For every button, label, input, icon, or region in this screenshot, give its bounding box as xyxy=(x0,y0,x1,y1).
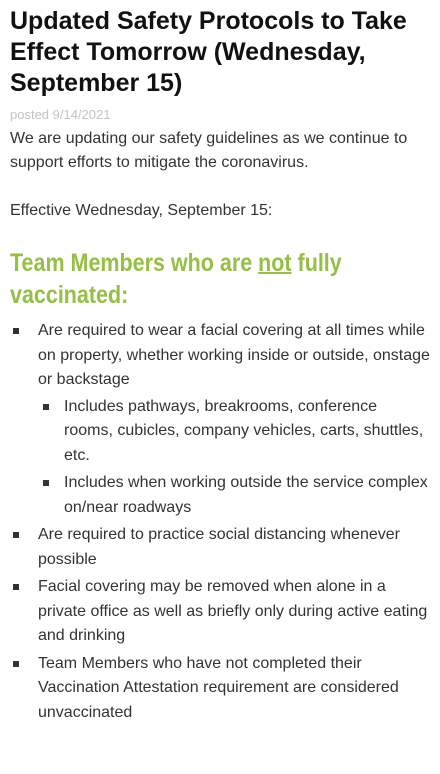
list-item-text: Facial covering may be removed when alone in a private office as well as briefly only during active eating and drinking xyxy=(38,578,428,644)
section-heading xyxy=(10,247,440,311)
sub-list xyxy=(38,395,430,521)
intro-paragraph: We are updating our safety guidelines as we continue to support efforts to mitigate the coronavirus. xyxy=(10,130,408,171)
square-bullet-icon xyxy=(43,480,49,486)
article-title: Updated Safety Protocols to Take Effect Tomorrow (Wednesday, September 15) xyxy=(10,7,407,97)
section-heading-underlined: not xyxy=(258,249,292,277)
square-bullet-icon xyxy=(13,532,19,538)
square-bullet-icon xyxy=(13,584,19,590)
list-item xyxy=(10,575,430,649)
list-item-text: Are required to practice social distancing whenever possible xyxy=(38,526,400,568)
square-bullet-icon xyxy=(13,328,19,334)
sub-list-item-text: Includes pathways, breakrooms, conference rooms, cubicles, company vehicles, carts, shuttles, etc. xyxy=(64,397,424,464)
sub-list-item xyxy=(38,395,430,469)
list-item xyxy=(10,523,430,572)
effective-date-line: Effective Wednesday, September 15: xyxy=(10,202,273,219)
sub-list-item-text: Includes when working outside the service complex on/near roadways xyxy=(64,474,428,516)
square-bullet-icon xyxy=(43,404,49,410)
sub-list-item xyxy=(38,471,430,520)
section-heading-start: Team Members who are xyxy=(10,249,259,277)
posted-date: posted 9/14/2021 xyxy=(10,107,111,122)
section-heading-end: fully vaccinated: xyxy=(10,249,342,309)
list-item-text: Team Members who have not completed their Vaccination Attestation requirement are considered unvaccinated xyxy=(38,654,399,721)
requirements-list xyxy=(10,319,430,725)
article xyxy=(0,6,440,725)
list-item-text: Are required to wear a facial covering at all times while on property, whether working inside or outside, onstage or backstage xyxy=(38,322,430,388)
list-item xyxy=(10,319,430,520)
list-item xyxy=(10,652,430,726)
square-bullet-icon xyxy=(13,661,19,667)
